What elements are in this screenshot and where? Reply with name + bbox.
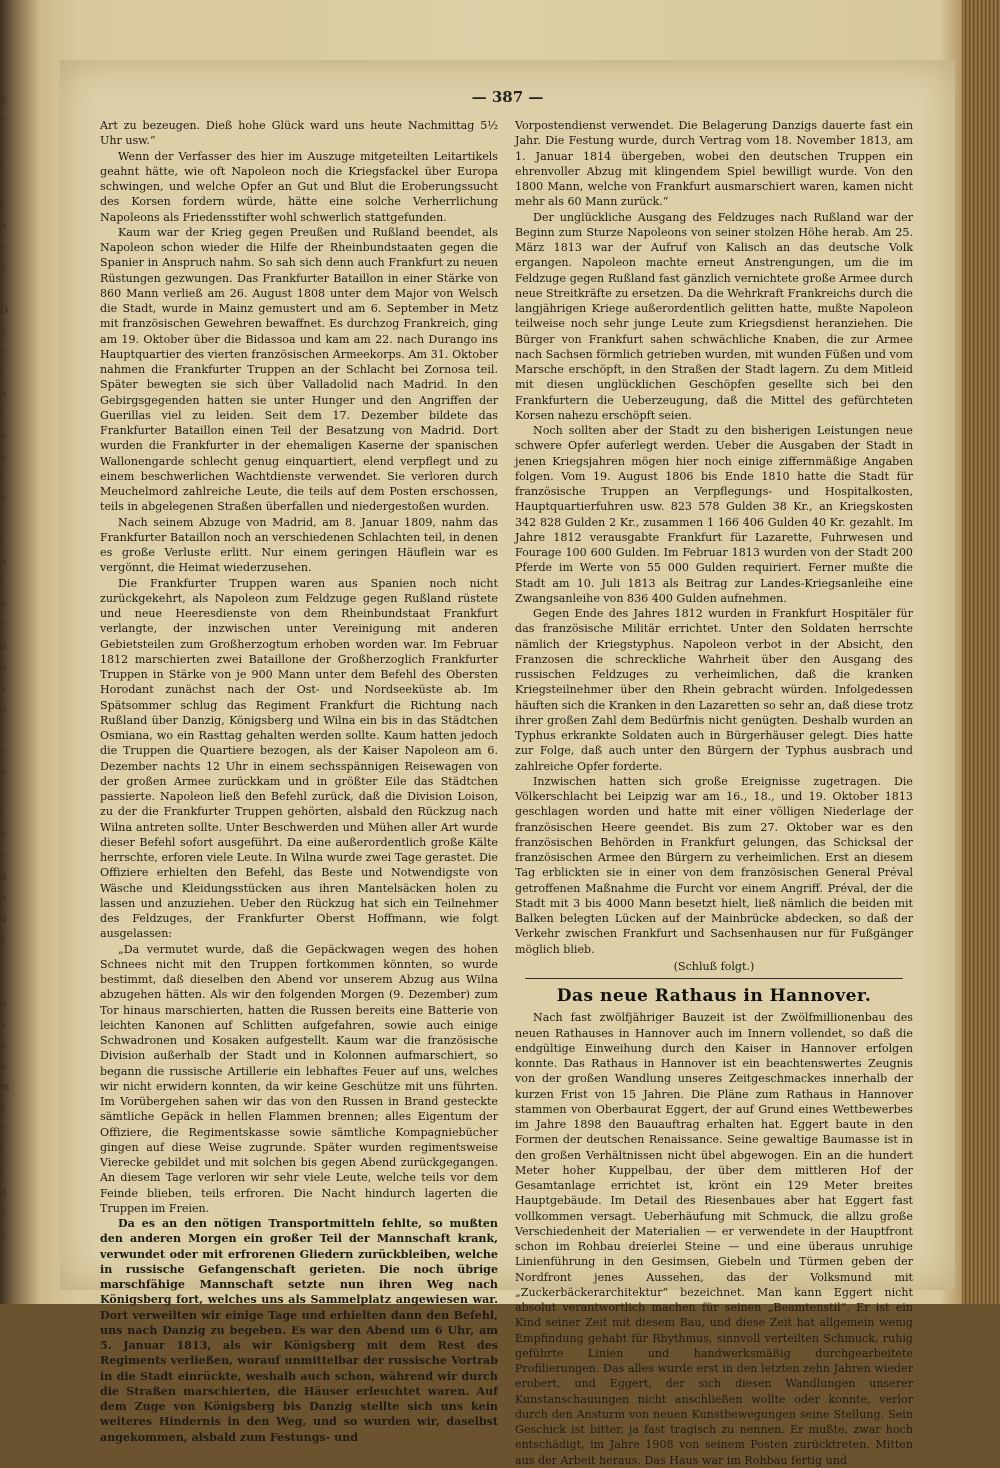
paragraph: Kaum war der Krieg gegen Preußen und Rußland beendet, als Napoleon schon wieder die Hilfe der Rheinbundstaaten gegen die Spanier in Anspruch nahm. So sah sich denn auch Frankfurt zu neuen Rüstungen gezwungen. Das Frankfurter Bataillon in einer Stärke von 860 Mann verließ am 26. August 1808 unter dem Major von Welsch die Stadt, wurde in Mainz gemustert und am 6. September in Metz mit französischen Gewehren bewaffnet. Es durchzog Frankreich, ging am 19. Oktober über die Bidassoa und kam am 22. nach Durango ins Hauptquartier des vierten französischen Armeekorps. Am 31. Oktober nahmen die Frankfurter Truppen an der Schlacht bei Zornosa teil. Später bewegten sie sich über Valladolid nach Madrid. In den Gebirgsgegenden hatten sie unter Hunger und den Angriffen der Guerillas viel zu leiden. Seit dem 17. Dezember bildete das Frankfurter Bataillon einen Teil der Besatzung von Madrid. Dort wurden die Frankfurter in der ehemaligen Kaserne der spanischen Wallonengarde schlecht genug einquartiert, elend verpflegt und zu einem beschwerlichen Wachtdienste verwendet. Sie verloren durch Meuchelmord zahlreiche Leute, die teils auf dem Posten erschossen, teils in abgelegenen Straßen überfallen und niedergestoßen wurden.: [100, 225, 498, 514]
paragraph: Da es an den nötigen Transportmitteln fehlte, so mußten den anderen Morgen ein großer Teil der Mannschaft krank, verwundet oder mit erfrorenen Gliedern zurückbleiben, welche in russische Gefangenschaft gerieten. Die noch übrige marschfähige Mannschaft setzte nun ihren Weg nach Königsberg fort, welches uns als Sammelplatz angewiesen war. Dort verweilten wir einige Tage und erhielten dann den Befehl, uns nach Danzig zu begeben. Es war den Abend um 6 Uhr, am 5. Januar 1813, als wir Königsberg mit dem Rest des Regiments verließen, worauf unmittelbar der russische Vortrab in die Stadt einrückte, weshalb auch schon, während wir durch die Straßen marschierten, die Häuser erleuchtet waren. Auf dem Zuge von Königsberg bis Danzig stellte sich uns kein weiteres Hindernis in den Weg, und so wurden wir, daselbst angekommen, alsbald zum Festungs- und: [100, 1217, 498, 1444]
paragraph: Wenn der Verfasser des hier im Auszuge mitgeteilten Leitartikels geahnt hätte, wie oft Napoleon noch die Kriegsfackel über Europa schwingen, und welche Opfer an Gut und Blut die Eroberungssucht des Korsen fordern würde, hätte eine solche Verherrlichung Napoleons als Friedensstifter wohl schwerlich stattgefunden.: [100, 149, 498, 224]
paragraph: Art zu bezeugen. Dieß hohe Glück ward uns heute Nachmittag 5½ Uhr usw.“: [100, 119, 498, 148]
paragraph: Der unglückliche Ausgang des Feldzuges nach Rußland war der Beginn zum Sturze Napoleons von seiner stolzen Höhe herab. Am 25. März 1813 war der Aufruf von Kalisch an das deutsche Volk ergangen. Napoleon machte erneut Anstrengungen, um die im Feldzuge gegen Rußland fast gänzlich vernichtete große Armee durch neue Streitkräfte zu ersetzen. Da die Wehrkraft Frankreichs durch die langjährigen Kriege außerordentlich gelitten hatte, mußte Napoleon teilweise noch sehr junge Leute zum Kriegsdienst heranziehen. Die Bürger von Frankfurt sahen schwächliche Knaben, die zur Armee nach Sachsen förmlich getrieben wurden, mit wunden Füßen und vom Marsche erschöpft, in den Straßen der Stadt lagern. Zu dem Mitleid mit diesen unglücklichen Geschöpfen gesellte sich bei den Frankfurtern die Ueberzeugung, daß die Mittel des gefürchteten Korsen nahezu erschöpft seien.: [515, 210, 913, 422]
left-page-bleed-text: E r i t i ) n y c i D c r t e I e e I e t i n t e r u n s n r v e f t e r g n u r i r n s e k m r r f l n c z: [0, 95, 10, 1240]
right-column: [515, 118, 913, 1468]
continuation-note: (Schluß folgt.): [673, 959, 755, 973]
paragraph: Gegen Ende des Jahres 1812 wurden in Frankfurt Hospitäler für das französische Militär errichtet. Unter den Soldaten herrschte nämlich der Kriegstyphus. Napoleon verbot in der Absicht, den Franzosen die schreckliche Wahrheit über den Ausgang des russischen Feldzuges zu verheimlichen, daß die kranken Kriegsteilnehmer über den Rhein gebracht würden. Infolgedessen häuften sich die Kranken in den Lazaretten so sehr an, daß diese trotz ihrer großen Zahl dem Bedürfnis nicht genügten. Deshalb wurden an Typhus erkrankte Soldaten auch in Bürgerhäuser gelegt. Dies hatte zur Folge, daß auch unter den Bürgern der Typhus ausbrach und zahlreiche Opfer forderte.: [515, 607, 913, 773]
article-divider: [525, 978, 903, 979]
paragraph: Nach fast zwölfjähriger Bauzeit ist der Zwölfmillionenbau des neuen Rathauses in Hannover auch im Innern vollendet, so daß die endgültige Einweihung durch den Kaiser in Hannover erfolgen konnte. Das Rathaus in Hannover ist ein beachtenswertes Zeugnis von der großen Wandlung unseres Zeitgeschmackes innerhalb der kurzen Frist von 15 Jahren. Die Pläne zum Rathaus in Hannover stammen von Oberbaurat Eggert, der auf Grund eines Wettbewerbes im Jahre 1898 den Bauauftrag erhalten hat. Eggert baute in den Formen der deutschen Renaissance. Seine gewaltige Baumasse ist in den großen Verhältnissen nicht übel abgewogen. Ein an die hundert Meter hoher Kuppelbau, der über dem mittleren Hof der Gesamtanlage errichtet ist, krönt ein 129 Meter breites Hauptgebäude. Im Detail des Riesenbaues aber hat Eggert fast vollkommen versagt. Ueberhäufung mit Schmuck, die allzu große Verschiedenheit der Materialien — er verwendete in der Hauptfront schon im Rohbau dreierlei Steine — und eine überaus unruhige Linienführung in den Gesimsen, Giebeln und Türmen geben der Nordfront jenes Aussehen, das der Volksmund mit „Zuckerbäckerarchitektur“ bezeichnet. Man kann Eggert nicht absolut verantwortlich machen für seinen „Beamtenstil“. Er ist ein Kind seiner Zeit mit diesem Bau, und diese Zeit hat allgemein wenig Empfindung gehabt für Rhythmus, sinnvoll verteilten Schmuck, ruhig geführte Linien und handwerksmäßig durchgearbeitete Profilierungen. Das alles wurde erst in den letzten zehn Jahren wieder erobert, und Eggert, der sich diesen Wandlungen unserer Kunstanschauungen nicht anschließen wollte oder konnte, verlor durch den Ansturm von neuen Kunstbewegungen seine Stellung. Sein Geschick ist bitter, ja fast tragisch zu nennen. Er mußte, zwar hoch entschädigt, im Jahre 1908 von seinem Posten zurücktreten. Mitten aus der Arbeit heraus. Das Haus war im Rohbau fertig und: [515, 1011, 913, 1467]
quoted-paragraph: „Da vermutet wurde, daß die Gepäckwagen wegen des hohen Schnees nicht mit den Truppen fortkommen könnten, so wurde bestimmt, daß dieselben den Abend vor unserem Abzug aus Wilna abzugehen hätten. Als wir den folgenden Morgen (9. Dezember) zum Tor hinaus marschierten, hatten die Russen bereits eine Batterie von leichten Kanonen auf Schlitten aufgefahren, sowie auch einige Schwadronen und Kosaken aufgestellt. Kaum war die französische Division außerhalb der Stadt und in Kolonnen aufmarschiert, so begann die russische Artillerie ein lebhaftes Feuer auf uns, welches wir nicht erwidern konnten, da wir keine Geschütze mit uns führten. Im Vorübergehen sahen wir das von den Russen in Brand gesteckte sämtliche Gepäck in hellen Flammen brennen; alles Eigentum der Offiziere, die Regimentskasse sowie sämtliche Kompagniebücher gingen auf diese Weise zugrunde. Später wurden regimentsweise Vierecke gebildet und mit solchen bis gegen Abend zurückgegangen. An diesem Tage verloren wir sehr viele Leute, welche teils vor dem Feinde blieben, teils erfroren. Die Nacht hindurch lagerten die Truppen im Freien.: [100, 942, 498, 1215]
document-page: [60, 60, 955, 1467]
article-title: Das neue Rathaus in Hannover.: [556, 986, 872, 1006]
book-page-edges: [962, 0, 1000, 1304]
left-column: [100, 118, 498, 1445]
paragraph: Die Frankfurter Truppen waren aus Spanien noch nicht zurückgekehrt, als Napoleon zum Feldzuge gegen Rußland rüstete und neue Heeresdienste von dem Rheinbundstaat Frankfurt verlangte, der inzwischen unter Vereinigung mit anderen Gebietsteilen zum Großherzogtum erhoben worden war. Im Februar 1812 marschierten zwei Bataillone der Großherzoglich Frankfurter Truppen in Stärke von je 900 Mann unter dem Befehl des Obersten Horodant zunächst nach der Ost- und Nordseeküste ab. Im Spätsommer schlug das Regiment Frankfurt die Richtung nach Rußland über Danzig, Königsberg und Wilna ein bis in das Städtchen Osmiana, wo ein Rasttag gehalten werden sollte. Kaum hatten jedoch die Truppen die Quartiere bezogen, als der Kaiser Napoleon am 6. Dezember nachts 12 Uhr in einem sechsspännigen Reisewagen von der großen Armee zurückkam und in größter Eile das Städtchen passierte. Napoleon ließ den Befehl zurück, daß die Division Loison, zu der die Frankfurter Truppen gehörten, alsbald den Rückzug nach Wilna antreten sollte. Unter Beschwerden und Mühen aller Art wurde dieser Befehl sofort ausgeführt. Da eine außerordentlich große Kälte herrschte, erforen viele Leute. In Wilna wurde zwei Tage gerastet. Die Offiziere erhielten den Befehl, das Beste und Notwendigste von Wäsche und Kleidungsstücken aus ihren Mantelsäcken holen zu lassen und anzuziehen. Ueber den Rückzug hat sich ein Teilnehmer des Feldzuges, der Frankfurter Oberst Hoffmann, wie folgt ausgelassen:: [100, 576, 498, 941]
paragraph: Noch sollten aber der Stadt zu den bisherigen Leistungen neue schwere Opfer auferlegt werden. Ueber die Ausgaben der Stadt in jenen Kriegsjahren mögen hier noch einige ziffernmäßige Angaben folgen. Vom 19. August 1806 bis Ende 1810 hatte die Stadt für französische Truppen an Verpflegungs- und Hospitalkosten, Hauptquartierfuhren usw. 823 578 Gulden 38 Kr., an Kriegskosten 342 828 Gulden 2 Kr., zusammen 1 166 406 Gulden 40 Kr. gezahlt. Im Jahre 1812 verausgabte Frankfurt für Lazarette, Fuhrwesen und Fourage 100 600 Gulden. Im Februar 1813 wurden von der Stadt 200 Pferde im Werte von 55 000 Gulden requiriert. Ferner mußte die Stadt am 10. Juli 1813 als Beitrag zur Landes-Kriegsanleihe eine Zwangsanleihe von 836 400 Gulden aufnehmen.: [515, 424, 913, 605]
paragraph: Inzwischen hatten sich große Ereignisse zugetragen. Die Völkerschlacht bei Leipzig war am 16., 18., und 19. Oktober 1813 geschlagen worden und hatte mit einer völligen Niederlage der französischen Heere geendet. Bis zum 27. Oktober war es den französischen Behörden in Frankfurt gelungen, das Schicksal der französischen Armee den Bürgern zu verheimlichen. Erst an diesem Tag erblickten sie in einer von dem französischen General Préval getroffenen Maßnahme die Furcht vor einem Angriff. Préval, der die Stadt mit 3 bis 4000 Mann besetzt hielt, ließ nämlich die beiden mit Balken belegten Lücken auf der Mainbrücke abdecken, so daß der Verkehr zwischen Frankfurt und Sachsenhausen nur für Fußgänger möglich blieb.: [515, 774, 913, 956]
paragraph: Nach seinem Abzuge von Madrid, am 8. Januar 1809, nahm das Frankfurter Bataillon noch an verschiedenen Schlachten teil, in denen es große Verluste erlitt. Nur einem geringen Häuflein war es vergönnt, die Heimat wiederzusehen.: [100, 515, 498, 575]
paragraph: Vorpostendienst verwendet. Die Belagerung Danzigs dauerte fast ein Jahr. Die Festung wurde, durch Vertrag vom 18. November 1813, am 1. Januar 1814 übergeben, wobei den deutschen Truppen ein ehrenvoller Abzug mit klingendem Spiel bewilligt wurde. Von den 1800 Mann, welche von Frankfurt ausmarschiert waren, kamen nicht mehr als 60 Mann zurück.“: [515, 119, 913, 209]
page-number: — 387 —: [471, 88, 544, 106]
